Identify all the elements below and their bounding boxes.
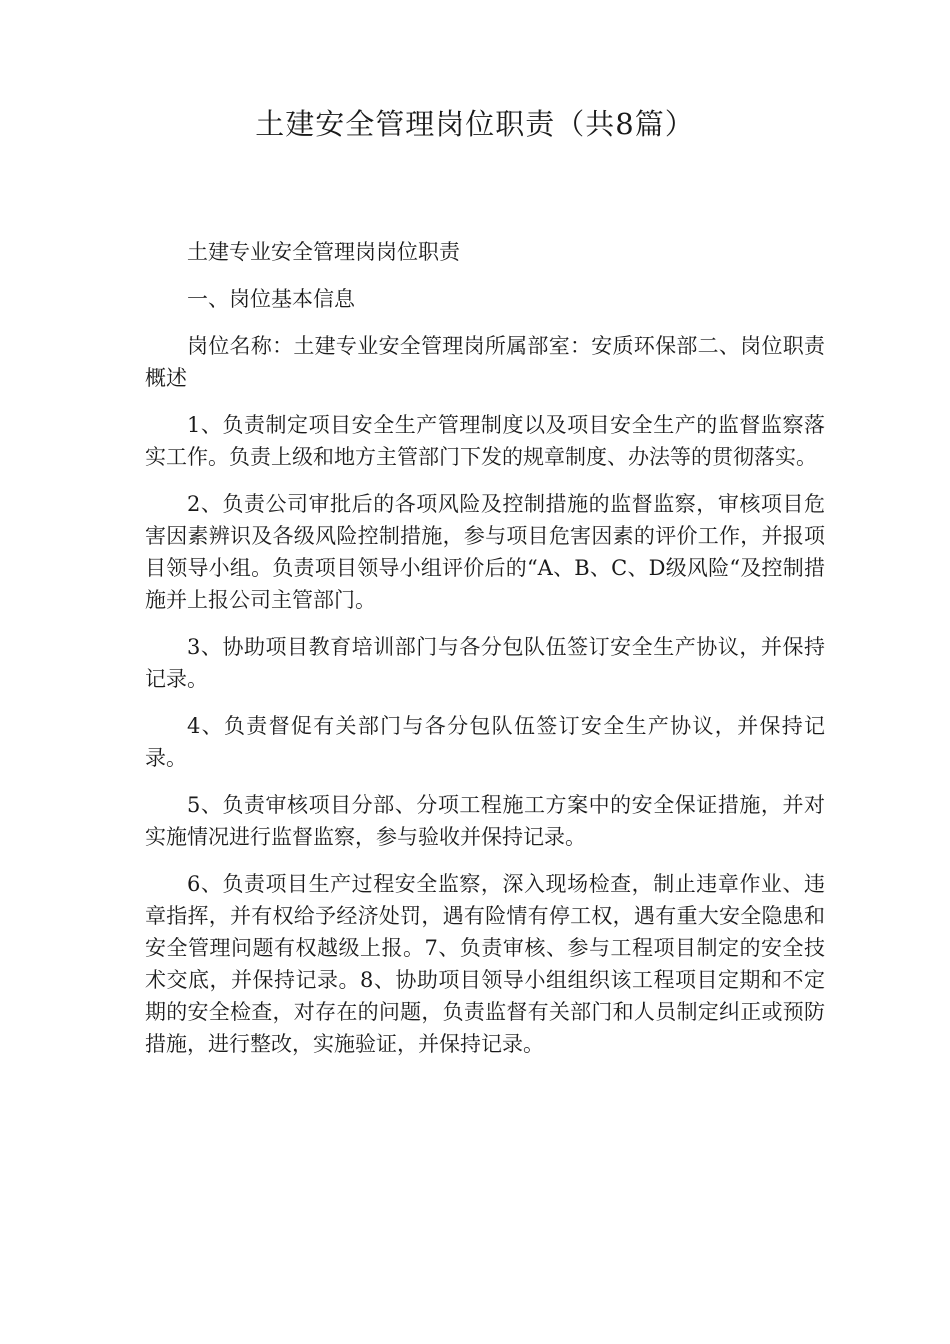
paragraph-post-name: 岗位名称：土建专业安全管理岗所属部室：安质环保部二、岗位职责概述 bbox=[145, 334, 825, 390]
paragraph-heading: 土建专业安全管理岗岗位职责 bbox=[187, 240, 460, 264]
paragraph-duty-5: 5、负责审核项目分部、分项工程施工方案中的安全保证措施，并对实施情况进行监督监察，参与验收并保持记录。 bbox=[145, 793, 825, 849]
paragraph-duty-6-8: 6、负责项目生产过程安全监察，深入现场检查，制止违章作业、违章指挥，并有权给予经济处罚，遇有险情有停工权，遇有重大安全隐患和安全管理问题有权越级上报。7、负责审核、参与工程项目制定的安全技术交底，并保持记录。8、协助项目领导小组组织该工程项目定期和不定期的安全检查，对存在的问题，负责监督有关部门和人员制定纠正或预防措施，进行整改，实施验证，并保持记录。 bbox=[145, 872, 825, 1056]
document-title: 土建安全管理岗位职责（共8篇） bbox=[255, 107, 695, 141]
paragraph-section-basic-info: 一、岗位基本信息 bbox=[187, 287, 355, 311]
paragraph-duty-4: 4、负责督促有关部门与各分包队伍签订安全生产协议，并保持记录。 bbox=[145, 714, 825, 770]
paragraph-duty-3: 3、协助项目教育培训部门与各分包队伍签订安全生产协议，并保持记录。 bbox=[145, 635, 825, 691]
paragraph-duty-2: 2、负责公司审批后的各项风险及控制措施的监督监察，审核项目危害因素辨识及各级风险控制措施，参与项目危害因素的评价工作，并报项目领导小组。负责项目领导小组评价后的“A、B、C、D级风险“及控制措施并上报公司主管部门。 bbox=[145, 492, 825, 612]
document-body bbox=[145, 236, 825, 1075]
paragraph-duty-1: 1、负责制定项目安全生产管理制度以及项目安全生产的监督监察落实工作。负责上级和地方主管部门下发的规章制度、办法等的贯彻落实。 bbox=[145, 413, 825, 469]
